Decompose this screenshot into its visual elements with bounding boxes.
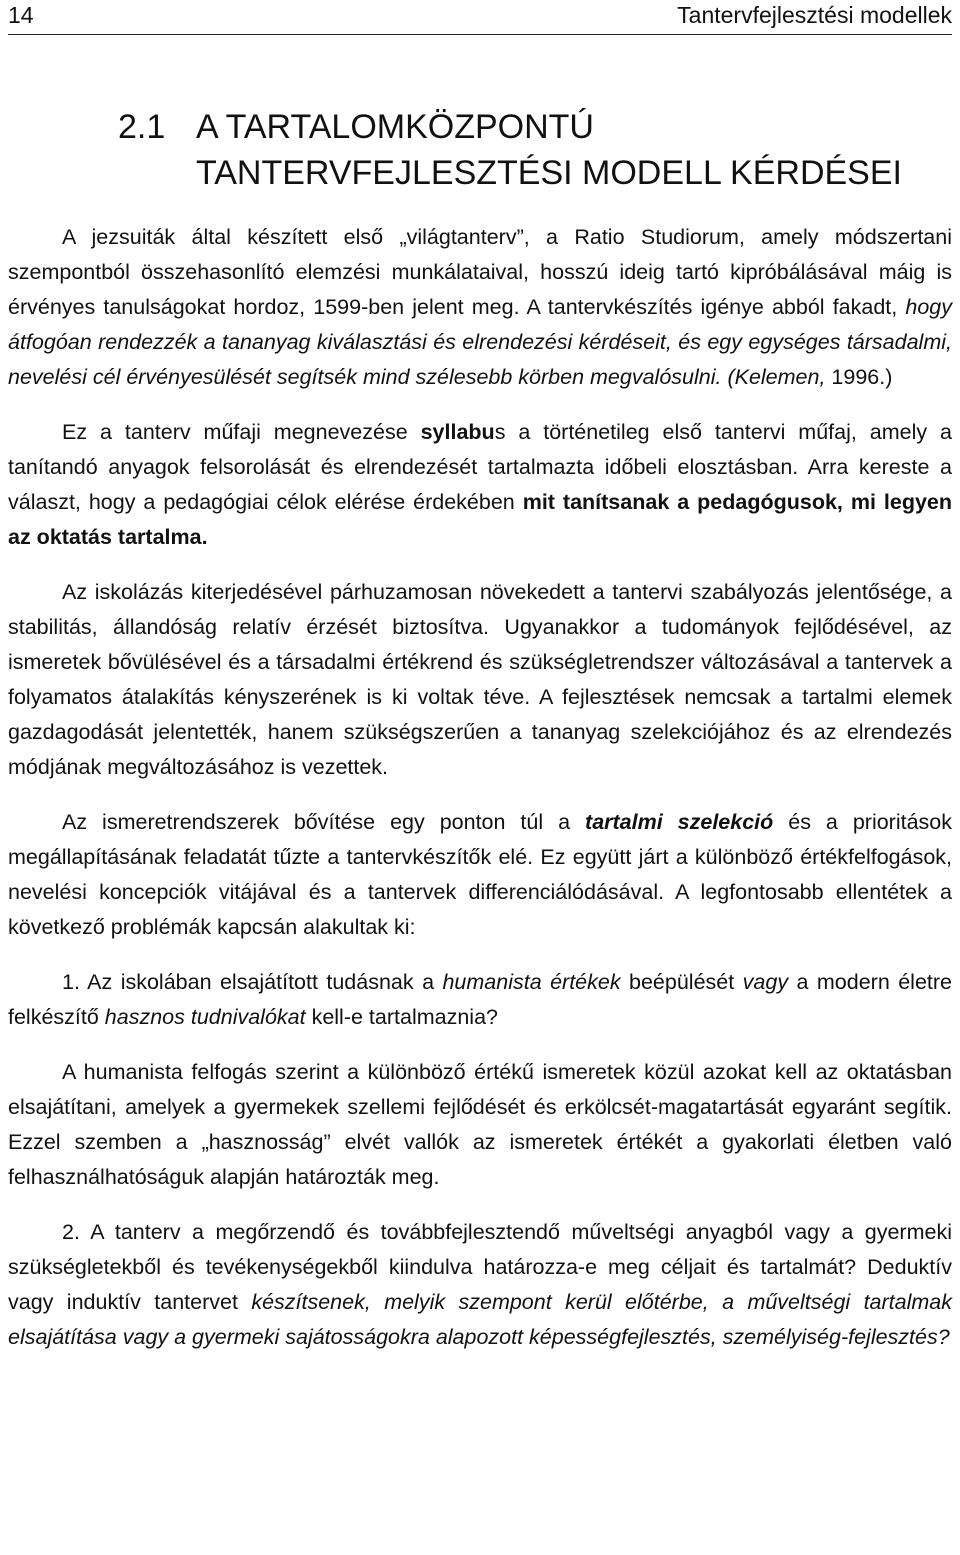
question-2-italic: készítsenek, melyik szempont kerül előtérbe, a műveltségi tartalmak elsajátítása vagy a gyermeki sajátosságokra alapozott képességfejlesztés, személyiség-fejlesztés? xyxy=(8,1290,952,1349)
paragraph-4 xyxy=(8,805,952,945)
question-1-text-d: kell-e tartalmaznia? xyxy=(305,1005,498,1029)
paragraph-2-text-cont: s a történetileg első tantervi műfaj, amely a tanítandó anyagok felsorolását és elrendezését tartalmazta időbeli elosztásban. Arra kereste a választ, hogy a pedagógiai célok elérése érdekében xyxy=(8,420,953,514)
tartalmi-szelekcio-term: tartalmi szelekció xyxy=(585,810,774,834)
paragraph-1-text: A jezsuiták által készített első „világtanterv”, a Ratio Studiorum, amely módszertani szempontból összehasonlító elemzési munkálataival, hosszú ideig tartó kipróbálásával máig is érvényes tanulságokat hordoz, 1599-ben jelent meg. A tantervkészítés igénye abból fakadt, xyxy=(8,225,952,319)
running-title: Tantervfejlesztési modellek xyxy=(677,2,952,28)
section-heading xyxy=(118,104,918,196)
body-text xyxy=(8,220,952,1375)
paragraph-4-text: Az ismeretrendszerek bővítése egy ponton túl a xyxy=(62,810,586,834)
page-number: 14 xyxy=(8,2,34,28)
section-number: 2.1 xyxy=(118,108,166,146)
paragraph-3: Az iskolázás kiterjedésével párhuzamosan növekedett a tantervi szabályozás jelentősége, a stabilitás, állandóság relatív érzését biztosítva. Ugyanakkor a tudományok fejlődésével, az ismeretek bővülésével és a társadalmi értékrend és szükségletrendszer változásával a tantervek a folyamatos átalakítás kényszerének is ki voltak téve. A fejlesztések nemcsak a tartalmi elemek gazdagodását jelentették, hanem szükségszerűen a tananyag szelekciójához és az elrendezés módjának megváltozásához is vezettek. xyxy=(8,580,952,779)
running-header xyxy=(8,0,952,35)
syllabus-term: syllabu xyxy=(420,420,495,444)
question-2 xyxy=(8,1215,952,1355)
question-2-text: 2. A tanterv a megőrzendő és továbbfejlesztendő műveltségi anyagból vagy a gyermeki szükségletekből és tevékenységekből kiindulva határozza-e meg céljait és tartalmát? Deduktív vagy induktív tantervet xyxy=(8,1220,952,1314)
paragraph-2 xyxy=(8,415,952,555)
paragraph-5: A humanista felfogás szerint a különböző értékű ismeretek közül azokat kell az oktatásban elsajátítani, amelyek a gyermekek szellemi fejlődését és erkölcsét-magatartását egyaránt segítik. Ezzel szemben a „hasznosság” elvét vallók az ismeretek értékét a gyakorlati életben való felhasználhatóságuk alapján határozták meg. xyxy=(8,1060,952,1189)
paragraph-2-text: Ez a tanterv műfaji megnevezése xyxy=(62,420,421,444)
question-1 xyxy=(8,965,952,1035)
paragraph-1-citation-year: 1996.) xyxy=(831,365,893,389)
question-1-text-b: beépülését xyxy=(620,970,743,994)
paragraph-1-italic: hogy átfogóan rendezzék a tananyag kiválasztási és elrendezési kérdéseit, és egy egységes társadalmi, nevelési cél érvényesülését segítsék mind szélesebb körben megvalósulni. (Kelemen, xyxy=(8,295,952,389)
question-1-italic-b: vagy xyxy=(742,970,789,994)
paragraph-4-text-cont: és a prioritások megállapításának feladatát tűzte a tantervkészítők elé. Ez együtt járt a különböző értékfelfogások, nevelési koncepciók vitájával és a tantervek differenciálódásával. A legfontosabb ellentétek a következő problémák kapcsán alakultak ki: xyxy=(8,810,953,939)
section-title-line2: TANTERVFEJLESZTÉSI MODELL KÉRDÉSEI xyxy=(196,154,902,192)
question-1-italic-a: humanista értékek xyxy=(442,970,621,994)
section-title-line1: A TARTALOMKÖZPONTÚ xyxy=(196,108,594,146)
question-1-italic-c: hasznos tudnivalókat xyxy=(104,1005,306,1029)
question-1-text: 1. Az iskolában elsajátított tudásnak a xyxy=(62,970,443,994)
question-1-text-c: a modern életre felkészítő xyxy=(8,970,952,1029)
paragraph-2-bold-question: mit tanítsanak a pedagógusok, mi legyen az oktatás tartalma. xyxy=(8,490,953,549)
paragraph-1 xyxy=(8,220,952,395)
